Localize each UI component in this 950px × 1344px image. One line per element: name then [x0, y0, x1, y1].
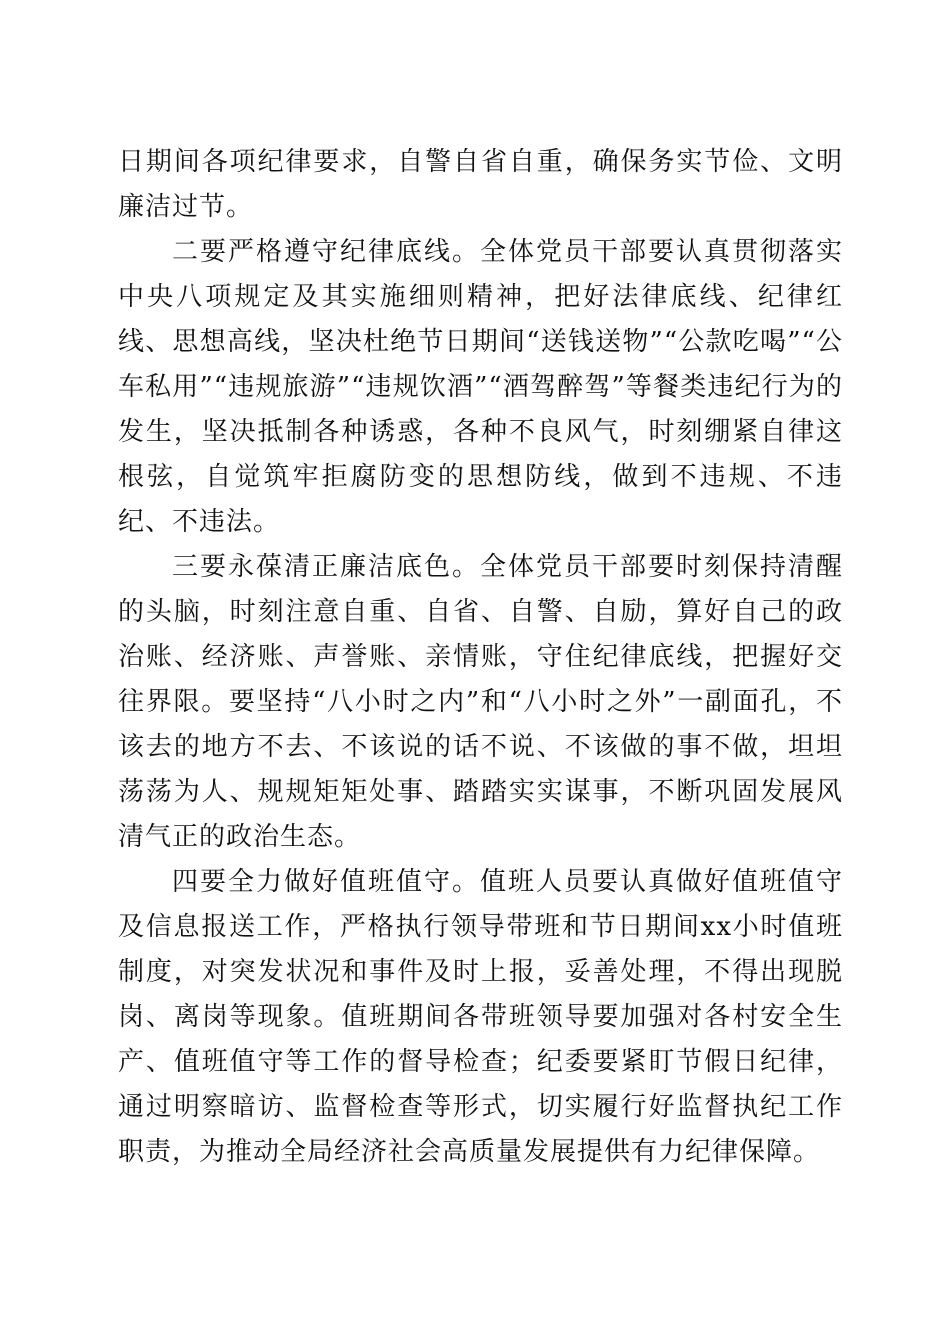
- document-body: [118, 140, 843, 1175]
- paragraph-integrity: 三要永葆清正廉洁底色。全体党员干部要时刻保持清醒的头脑，时刻注意自重、自省、自警、自励，算好自己的政治账、经济账、声誉账、亲情账，守住纪律底线，把握好交往界限。要坚持“八小时之内”和“八小时之外”一副面孔，不该去的地方不去、不该说的话不说、不该做的事不做，坦坦荡荡为人、规规矩矩处事、踏踏实实谋事，不断巩固发展风清气正的政治生态。: [118, 552, 843, 852]
- paragraph-continuation: 日期间各项纪律要求，自警自省自重，确保务实节俭、文明廉洁过节。: [118, 147, 843, 222]
- paragraph-duty-shift: 四要全力做好值班值守。值班人员要认真做好值班值守及信息报送工作，严格执行领导带班和节日期间xx小时值班制度，对突发状况和事件及时上报，妥善处理，不得出现脱岗、离岗等现象。值班期间各带班领导要加强对各村安全生产、值班值守等工作的督导检查；纪委要紧盯节假日纪律，通过明察暗访、监督检查等形式，切实履行好监督执纪工作职责，为推动全局经济社会高质量发展提供有力纪律保障。: [118, 867, 843, 1167]
- paragraph-discipline-bottom-line: 二要严格遵守纪律底线。全体党员干部要认真贯彻落实中央八项规定及其实施细则精神，把好法律底线、纪律红线、思想高线，坚决杜绝节日期间“送钱送物”“公款吃喝”“公车私用”“违规旅游”“违规饮酒”“酒驾醉驾”等餐类违纪行为的发生，坚决抵制各种诱惑，各种不良风气，时刻绷紧自律这根弦，自觉筑牢拒腐防变的思想防线，做到不违规、不违纪、不违法。: [118, 237, 843, 537]
